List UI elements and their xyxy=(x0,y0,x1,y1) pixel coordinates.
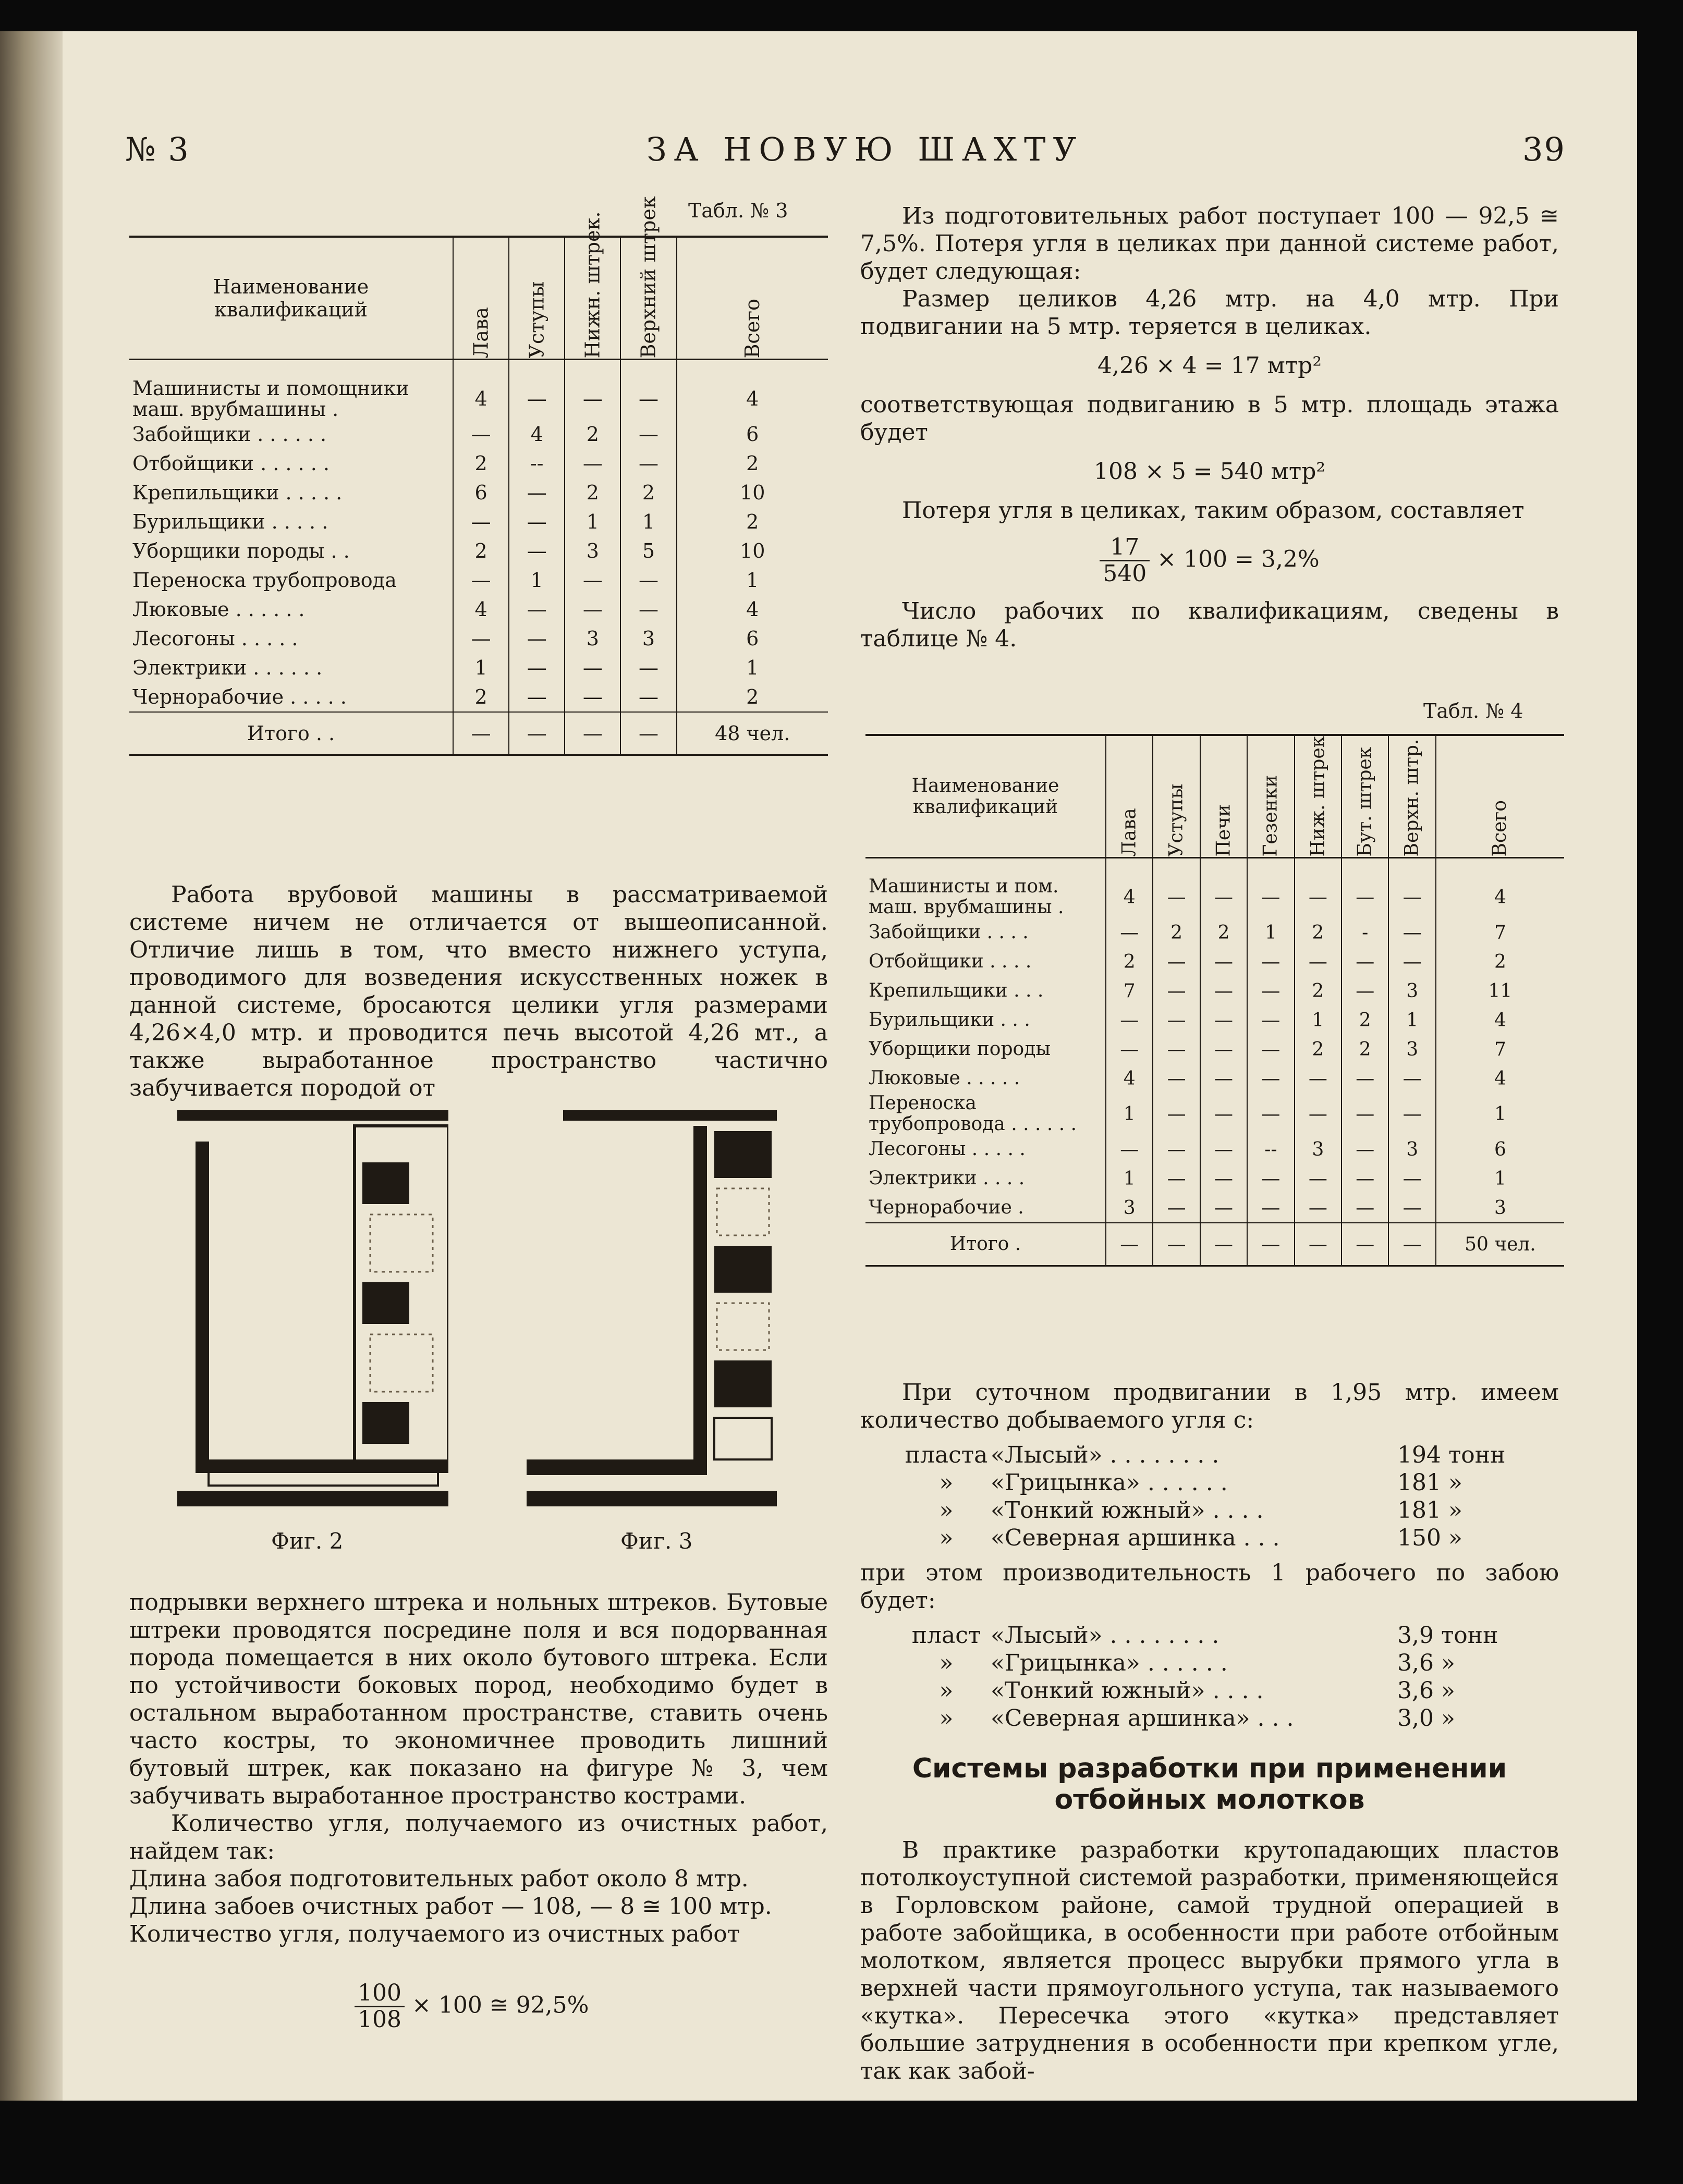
table4-header-5: Ниж. штрек xyxy=(1295,735,1341,858)
page-number: 39 xyxy=(1522,130,1566,168)
table3-cell: — xyxy=(565,712,620,755)
left-paragraph-2-text: подрывки верхнего штрека и нольных штреков. Бутовые штреки проводятся посредине поля и вся подорванная порода помещается в них около бутового штрека. Если по устойчивости боковых пород, необходимо будет в остальном выработанном пространстве, ставить очень часто костры, то экономичнее проводить лишний бутовый штрек, как показано на фигуре № 3, чем забучивать выработанное пространство кострами. xyxy=(129,1589,828,1809)
list2-item-part: «Тонкий южный» . . . . xyxy=(991,1677,1264,1704)
table4-cell: 7 xyxy=(1436,918,1564,947)
table4-cell: — xyxy=(1247,858,1294,918)
table3-cell: 1 xyxy=(677,566,828,595)
table4-row xyxy=(865,1035,1564,1064)
table4-cell: — xyxy=(1200,947,1247,976)
table4-row xyxy=(865,1164,1564,1193)
table4-cell: — xyxy=(1388,918,1435,947)
table4-cell: 7 xyxy=(1436,1035,1564,1064)
table3-cell: 2 xyxy=(677,507,828,536)
table4-cell: — xyxy=(1341,1193,1388,1223)
table4-cell: — xyxy=(1295,1064,1341,1093)
table4-cell: — xyxy=(1341,1223,1388,1266)
issue-number: № 3 xyxy=(125,130,190,168)
table4-row-label: Отбойщики . . . . xyxy=(869,951,1032,972)
table3-row-label: Уборщики породы . . xyxy=(132,539,350,562)
table4-cell: 1 xyxy=(1436,1093,1564,1135)
table4-cell: 3 xyxy=(1295,1135,1341,1164)
table4-row-label: Итого . xyxy=(949,1233,1021,1255)
list2-item-part: «Северная аршинка» . . . xyxy=(991,1705,1294,1732)
list2-item xyxy=(902,1704,1559,1732)
table4-cell: 3 xyxy=(1106,1193,1153,1223)
table4-cell: — xyxy=(1153,976,1200,1005)
table3-row xyxy=(129,420,828,449)
table3-row-label: Итого . . xyxy=(247,722,335,745)
table3-cell: 6 xyxy=(677,420,828,449)
table3-caption: Табл. № 3 xyxy=(688,199,788,222)
table4-cell: 2 xyxy=(1295,976,1341,1005)
table4-cell: — xyxy=(1247,1223,1294,1266)
table4-cell: — xyxy=(1200,1223,1247,1266)
table4-cell: — xyxy=(1247,1005,1294,1035)
table3-cell: 3 xyxy=(565,624,620,653)
table3-cell: — xyxy=(565,360,620,420)
table4-row-label: Крепильщики . . . xyxy=(869,980,1044,1001)
table4-row-label: Переноска трубопровода . . . . . . xyxy=(869,1093,1077,1135)
equation-2: 108 × 5 = 540 мтр² xyxy=(1094,458,1325,485)
list1-item xyxy=(902,1524,1559,1552)
productivity-list xyxy=(902,1622,1559,1732)
right-paragraphs-top xyxy=(860,202,1559,653)
table3-cell: — xyxy=(565,595,620,624)
table4-header-3: Печи xyxy=(1200,735,1247,858)
table3-cell: -- xyxy=(509,449,565,478)
table4-cell: — xyxy=(1153,1035,1200,1064)
table3-row-label: Машинисты и помощники маш. врубмашины . xyxy=(132,377,409,421)
table4-cell: 2 xyxy=(1106,947,1153,976)
table3-cell: — xyxy=(453,420,509,449)
table3-row xyxy=(129,653,828,682)
table4-row-label: Люковые . . . . . xyxy=(869,1068,1020,1089)
table3-cell: 3 xyxy=(620,624,676,653)
figure-3-drawing xyxy=(527,1110,777,1506)
table4-cell: 11 xyxy=(1436,976,1564,1005)
table4-row-label: Чернорабочие . xyxy=(869,1197,1024,1218)
table4-cell: — xyxy=(1106,1223,1153,1266)
table4-cell: — xyxy=(1153,1005,1200,1035)
right-paragraph-8: В практике разработки крутопадающих пластов потолкоуступной системой разработки, применяющейся в Горловском районе, самой трудной операцией в работе забойщика, в особенности при работе отбойным молотком, является процесс вырубки прямого угла в верхней части прямоугольного уступа, так называемого «кутка». Пересечка этого «кутка» представляет большие затруднения в особенности при крепком угле, так как забой- xyxy=(860,1837,1559,2084)
table4-cell: — xyxy=(1247,1193,1294,1223)
table4-cell: 1 xyxy=(1388,1005,1435,1035)
table3-cell: — xyxy=(509,624,565,653)
list2-item-part: 3,6 » xyxy=(1397,1677,1455,1704)
table3-cell: 2 xyxy=(677,449,828,478)
figure-2-caption: Фиг. 2 xyxy=(271,1528,344,1554)
list2-item-part: «Грицынка» . . . . . . xyxy=(991,1650,1228,1676)
table4-row-label: Электрики . . . . xyxy=(869,1168,1025,1189)
table3-row-label: Переноска трубопровода xyxy=(132,569,397,592)
table3-row-label: Крепильщики . . . . . xyxy=(132,481,343,504)
table3-cell: 2 xyxy=(677,682,828,712)
table4-cell: 6 xyxy=(1436,1135,1564,1164)
table3-cell: — xyxy=(453,507,509,536)
right-paragraph-2: Размер целиков 4,26 мтр. на 4,0 мтр. При подвигании на 5 мтр. теряется в целиках. xyxy=(860,286,1559,340)
table4-cell: 4 xyxy=(1436,1005,1564,1035)
list2-item-part: » xyxy=(939,1650,954,1676)
left-line-2: Длина забоев очистных работ — 108, — 8 ≅ 100 мтр. xyxy=(129,1893,772,1920)
table4-cell: — xyxy=(1295,1193,1341,1223)
table3-cell: — xyxy=(620,653,676,682)
table4-cell: — xyxy=(1153,858,1200,918)
table4-cell: — xyxy=(1200,1193,1247,1223)
table3-row xyxy=(129,507,828,536)
table3-cell: 1 xyxy=(565,507,620,536)
table3-cell: 6 xyxy=(677,624,828,653)
list2-item-part: » xyxy=(939,1677,954,1704)
table3-cell: — xyxy=(509,536,565,566)
table3-cell: 2 xyxy=(565,478,620,507)
table3-cell: 3 xyxy=(565,536,620,566)
table4-cell: 1 xyxy=(1247,918,1294,947)
table4-cell: — xyxy=(1106,1035,1153,1064)
table4-cell: — xyxy=(1341,1093,1388,1135)
table3-cell: — xyxy=(565,682,620,712)
table3-total-row xyxy=(129,712,828,755)
list2-item xyxy=(902,1622,1559,1649)
list1-item-part: 194 тонн xyxy=(1397,1442,1506,1468)
table4-cell: 2 xyxy=(1436,947,1564,976)
table4-cell: — xyxy=(1388,1193,1435,1223)
table4-cell: 4 xyxy=(1436,1064,1564,1093)
list1-item xyxy=(902,1469,1559,1496)
table4-cell: — xyxy=(1295,858,1341,918)
table4-cell: — xyxy=(1341,1135,1388,1164)
left-formula-numerator: 100 xyxy=(355,1981,405,2007)
table4-cell: 1 xyxy=(1106,1093,1153,1135)
table4-header-1: Лава xyxy=(1106,735,1153,858)
table4-header-2: Уступы xyxy=(1153,735,1200,858)
table3-cell: — xyxy=(620,420,676,449)
list1-item xyxy=(902,1441,1559,1469)
right-paragraph-6: При суточном продвигании в 1,95 мтр. имеем количество добываемого угля с: xyxy=(860,1379,1559,1433)
table4-cell: 3 xyxy=(1388,976,1435,1005)
table4-cell: -- xyxy=(1247,1135,1294,1164)
right-paragraph-3: соответствующая подвиганию в 5 мтр. площадь этажа будет xyxy=(860,391,1559,446)
table3-cell: — xyxy=(453,566,509,595)
table3-row-label: Отбойщики . . . . . . xyxy=(132,452,330,475)
left-line-1: Длина забоя подготовительных работ около 8 мтр. xyxy=(129,1866,749,1892)
table4-cell: 3 xyxy=(1436,1193,1564,1223)
table3-row xyxy=(129,360,828,420)
left-line-3: Количество угля, получаемого из очистных работ xyxy=(129,1921,740,1947)
left-paragraph-1-text: Работа врубовой машины в рассматриваемой системе ничем не отличается от вышеописанной. Отличие лишь в том, что вместо нижнего уступа, проводимого для возведения искусственных ножек в данной системе, бросаются целики угля размерами 4,26×4,0 мтр. и проводится печь высотой 4,26 мт., а также выработанное пространство частично забучивается породой от xyxy=(129,881,828,1101)
table4-cell: — xyxy=(1295,1164,1341,1193)
table4-header-0: Наименование квалификаций xyxy=(911,775,1059,818)
table4-cell: — xyxy=(1200,1164,1247,1193)
table3-cell: 10 xyxy=(677,536,828,566)
list2-item-part: 3,9 тонн xyxy=(1397,1622,1498,1649)
table4-cell: — xyxy=(1153,1135,1200,1164)
table4-row-label: Забойщики . . . . xyxy=(869,922,1029,943)
table3-row-label: Чернорабочие . . . . . xyxy=(132,685,347,708)
table3-cell: 1 xyxy=(453,653,509,682)
table3-cell: — xyxy=(620,712,676,755)
equation-1: 4,26 × 4 = 17 мтр² xyxy=(1097,352,1322,379)
table3-cell: — xyxy=(565,449,620,478)
table4-cell: 7 xyxy=(1106,976,1153,1005)
table3-cell: 1 xyxy=(677,653,828,682)
table3-cell: — xyxy=(565,653,620,682)
table3-header-1: Лава xyxy=(453,237,509,360)
table4-cell: — xyxy=(1200,1135,1247,1164)
table4-cell: 2 xyxy=(1200,918,1247,947)
table3-row xyxy=(129,566,828,595)
table3-cell: — xyxy=(509,712,565,755)
right-paragraph-5: Число рабочих по квалификациям, сведены в таблице № 4. xyxy=(860,597,1559,652)
table4-cell: — xyxy=(1247,1064,1294,1093)
table4-cell: — xyxy=(1247,1093,1294,1135)
table4-cell: — xyxy=(1106,1135,1153,1164)
list1-item-part: «Северная аршинка . . . xyxy=(991,1525,1280,1551)
table4-cell: — xyxy=(1247,947,1294,976)
list1-item-part: » xyxy=(939,1469,954,1496)
table4-header-6: Бут. штрек xyxy=(1341,735,1388,858)
table4-cell: 50 чел. xyxy=(1436,1223,1564,1266)
table4-cell: — xyxy=(1341,976,1388,1005)
table3-row-label: Забойщики . . . . . . xyxy=(132,423,327,446)
table4-cell: — xyxy=(1200,1005,1247,1035)
table4-cell: — xyxy=(1341,858,1388,918)
table4-cell: 2 xyxy=(1341,1005,1388,1035)
table4-cell: 1 xyxy=(1436,1164,1564,1193)
table4-cell: — xyxy=(1388,1223,1435,1266)
table4-cell: 2 xyxy=(1295,918,1341,947)
table4-row xyxy=(865,1064,1564,1093)
table4-cell: 3 xyxy=(1388,1135,1435,1164)
left-paragraph-1 xyxy=(129,881,828,1102)
table4-row xyxy=(865,947,1564,976)
table3-cell: 6 xyxy=(453,478,509,507)
table3-cell: 5 xyxy=(620,536,676,566)
list2-item-part: 3,6 » xyxy=(1397,1650,1455,1676)
table4-row xyxy=(865,976,1564,1005)
table3-cell: — xyxy=(509,682,565,712)
table3-cell: — xyxy=(509,478,565,507)
table3-cell: 10 xyxy=(677,478,828,507)
table4-row xyxy=(865,918,1564,947)
left-formula-denominator: 108 xyxy=(358,2006,401,2033)
left-formula xyxy=(355,1981,589,2033)
list2-item-part: пласт xyxy=(911,1622,981,1649)
table4-cell: — xyxy=(1200,1035,1247,1064)
list2-item-part: 3,0 » xyxy=(1397,1705,1455,1732)
figure-2-drawing xyxy=(177,1110,448,1506)
table3-cell: 2 xyxy=(453,449,509,478)
table4-header-8: Всего xyxy=(1436,735,1564,858)
table4-cell: — xyxy=(1295,1093,1341,1135)
right-paragraph-1: Из подготовительных работ поступает 100 — 92,5 ≅ 7,5%. Потеря угля в целиках при данной системе работ, будет следующая: xyxy=(860,203,1559,285)
table4-cell: — xyxy=(1153,1223,1200,1266)
list1-item-part: «Грицынка» . . . . . . xyxy=(991,1469,1228,1496)
list2-item-part: » xyxy=(939,1705,954,1732)
table3-row xyxy=(129,478,828,507)
table4-row xyxy=(865,1093,1564,1135)
table4-cell: — xyxy=(1295,1223,1341,1266)
right-formula-denominator: 540 xyxy=(1103,560,1147,587)
table3-header-3: Нижн. штрек. xyxy=(565,237,620,360)
table4-cell: 4 xyxy=(1106,1064,1153,1093)
table3-cell: 1 xyxy=(509,566,565,595)
table4-caption: Табл. № 4 xyxy=(1423,700,1523,722)
table4-row xyxy=(865,1135,1564,1164)
table4-header-4: Гезенки xyxy=(1247,735,1294,858)
table4-cell: 4 xyxy=(1436,858,1564,918)
table4-row xyxy=(865,1005,1564,1035)
table3-cell: 48 чел. xyxy=(677,712,828,755)
table4-row xyxy=(865,858,1564,918)
table3-row xyxy=(129,536,828,566)
table4-row-label: Машинисты и пом. маш. врубмашины . xyxy=(869,876,1064,918)
table4-header-7: Верхн. штр. xyxy=(1388,735,1435,858)
document-page xyxy=(0,31,1637,2101)
table3-cell: — xyxy=(620,449,676,478)
page-spine-shadow xyxy=(0,31,63,2101)
journal-title: ЗА НОВУЮ ШАХТУ xyxy=(647,130,1084,168)
list2-item xyxy=(902,1649,1559,1677)
list1-item-part: пласта xyxy=(905,1442,988,1468)
table3-row xyxy=(129,595,828,624)
table4-cell: - xyxy=(1341,918,1388,947)
table3-header-4: Верхний штрек xyxy=(620,237,676,360)
list1-item-part: » xyxy=(939,1497,954,1524)
table3-row xyxy=(129,449,828,478)
table4-cell: — xyxy=(1200,1093,1247,1135)
right-formula-rest: × 100 = 3,2% xyxy=(1157,546,1320,573)
left-paragraph-2 xyxy=(129,1589,828,1948)
table4-cell: — xyxy=(1388,1064,1435,1093)
table4-cell: 2 xyxy=(1295,1035,1341,1064)
list1-item-part: 150 » xyxy=(1397,1525,1462,1551)
table3-cell: — xyxy=(509,653,565,682)
table4-cell: — xyxy=(1247,1164,1294,1193)
table4-cell: 3 xyxy=(1388,1035,1435,1064)
table3-cell: 4 xyxy=(677,360,828,420)
table3-cell: 2 xyxy=(620,478,676,507)
table3-cell: — xyxy=(620,682,676,712)
table4-cell: — xyxy=(1247,1035,1294,1064)
table3-cell: 4 xyxy=(677,595,828,624)
list1-item-part: 181 » xyxy=(1397,1469,1462,1496)
list1-item-part: «Лысый» . . . . . . . . xyxy=(991,1442,1219,1468)
table4-cell: — xyxy=(1200,1064,1247,1093)
section-heading: Системы разработки при применении отбойных молотков xyxy=(912,1753,1507,1815)
list1-item-part: «Тонкий южный» . . . . xyxy=(991,1497,1264,1524)
left-paragraph-3-text: Количество угля, получаемого из очистных работ, найдем так: xyxy=(129,1810,828,1864)
list1-item-part: » xyxy=(939,1525,954,1551)
right-paragraphs-lower xyxy=(860,1379,1559,2085)
table4-cell: — xyxy=(1153,947,1200,976)
table4-cell: — xyxy=(1153,1064,1200,1093)
table3-cell: — xyxy=(509,507,565,536)
table3-header-2: Уступы xyxy=(509,237,565,360)
table3-cell: — xyxy=(620,595,676,624)
table4-cell: — xyxy=(1388,1164,1435,1193)
right-formula-numerator: 17 xyxy=(1100,535,1150,561)
right-paragraph-7: при этом производительность 1 рабочего по забою будет: xyxy=(860,1560,1559,1614)
table3-cell: 1 xyxy=(620,507,676,536)
table4 xyxy=(865,734,1564,1267)
table4-cell: — xyxy=(1106,918,1153,947)
table3-cell: 4 xyxy=(453,360,509,420)
table4-cell: — xyxy=(1153,1193,1200,1223)
table3-cell: 4 xyxy=(509,420,565,449)
table4-cell: — xyxy=(1153,1164,1200,1193)
table3-row xyxy=(129,682,828,712)
table4-cell: 1 xyxy=(1295,1005,1341,1035)
table4-cell: 1 xyxy=(1106,1164,1153,1193)
table4-cell: — xyxy=(1388,1093,1435,1135)
table4-cell: — xyxy=(1341,1164,1388,1193)
table3-cell: — xyxy=(509,360,565,420)
table3-row-label: Электрики . . . . . . xyxy=(132,656,323,679)
table4-cell: — xyxy=(1200,858,1247,918)
list2-item xyxy=(902,1677,1559,1704)
table4-cell: — xyxy=(1106,1005,1153,1035)
table4-cell: — xyxy=(1388,947,1435,976)
table3-header-0: Наименование квалификаций xyxy=(213,275,369,321)
table4-cell: — xyxy=(1247,976,1294,1005)
coal-output-list xyxy=(902,1441,1559,1552)
table3-cell: 2 xyxy=(565,420,620,449)
table4-row-label: Бурильщики . . . xyxy=(869,1009,1030,1030)
table4-cell: 4 xyxy=(1106,858,1153,918)
table4-cell: — xyxy=(1153,1093,1200,1135)
table4-total-row xyxy=(865,1223,1564,1266)
table4-cell: — xyxy=(1388,858,1435,918)
table3-cell: — xyxy=(620,566,676,595)
table3-row xyxy=(129,624,828,653)
table3-cell: 2 xyxy=(453,682,509,712)
figure-3-caption: Фиг. 3 xyxy=(620,1528,693,1554)
table3-cell: — xyxy=(565,566,620,595)
table3-row-label: Бурильщики . . . . . xyxy=(132,510,328,533)
table4-row-label: Уборщики породы xyxy=(869,1038,1051,1060)
table4-row-label: Лесогоны . . . . . xyxy=(869,1138,1026,1160)
table3-cell: — xyxy=(453,712,509,755)
table3-cell: 4 xyxy=(453,595,509,624)
list1-item-part: 181 » xyxy=(1397,1497,1462,1524)
table4-row xyxy=(865,1193,1564,1223)
table3-cell: — xyxy=(620,360,676,420)
table4-cell: 2 xyxy=(1153,918,1200,947)
left-formula-rest: × 100 ≅ 92,5% xyxy=(411,1992,589,2019)
table3-cell: — xyxy=(453,624,509,653)
table4-cell: — xyxy=(1295,947,1341,976)
table4-cell: — xyxy=(1341,1064,1388,1093)
list1-item xyxy=(902,1496,1559,1524)
table4-cell: 2 xyxy=(1341,1035,1388,1064)
table4-cell: — xyxy=(1341,947,1388,976)
table3-row-label: Люковые . . . . . . xyxy=(132,598,305,621)
table3-cell: 2 xyxy=(453,536,509,566)
right-paragraph-4: Потеря угля в целиках, таким образом, составляет xyxy=(902,497,1525,524)
right-formula xyxy=(860,535,1559,587)
table4-cell: — xyxy=(1200,976,1247,1005)
list2-item-part: «Лысый» . . . . . . . . xyxy=(991,1622,1219,1649)
table3-cell: — xyxy=(509,595,565,624)
table3-header-5: Всего xyxy=(677,237,828,360)
table3-row-label: Лесогоны . . . . . xyxy=(132,627,298,650)
